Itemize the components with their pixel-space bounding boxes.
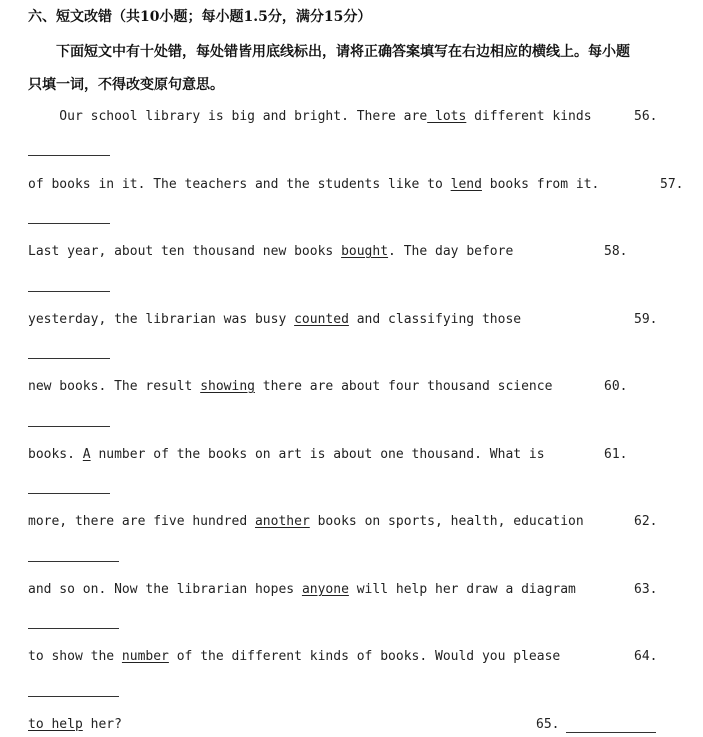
error-mark-58: bought <box>341 244 389 259</box>
error-mark-61: A <box>82 447 91 462</box>
answer-blank-64[interactable] <box>28 696 119 697</box>
passage-line-64: to show the number of the different kinds of books. Would you please <box>28 649 561 664</box>
question-number-56: 56. <box>634 109 658 124</box>
question-number-63: 63. <box>634 582 658 597</box>
answer-blank-59[interactable] <box>28 358 110 359</box>
error-mark-65: to help <box>28 717 83 732</box>
answer-blank-65[interactable] <box>566 732 656 733</box>
question-number-59: 59. <box>634 312 658 327</box>
question-number-60: 60. <box>604 379 628 394</box>
question-number-65: 65. <box>536 717 560 732</box>
question-number-57: 57. <box>660 177 684 192</box>
passage-line-63: and so on. Now the librarian hopes anyone will help her draw a diagram <box>28 582 576 597</box>
question-number-62: 62. <box>634 514 658 529</box>
section-heading: 六、短文改错（共10小题；每小题1.5分，满分15分） <box>28 9 372 25</box>
answer-blank-63[interactable] <box>28 628 119 629</box>
instructions-line-1: 下面短文中有十处错，每处错皆用底线标出，请将正确答案填写在右边相应的横线上。每小题 <box>56 44 630 60</box>
error-mark-63: anyone <box>301 582 349 597</box>
error-mark-62: another <box>254 514 310 529</box>
error-mark-59: counted <box>294 312 349 327</box>
error-mark-64: number <box>121 649 169 664</box>
answer-blank-61[interactable] <box>28 493 110 494</box>
question-number-64: 64. <box>634 649 658 664</box>
question-number-58: 58. <box>604 244 628 259</box>
passage-line-58: Last year, about ten thousand new books bought. The day before <box>28 244 514 259</box>
passage-line-61: books. A number of the books on art is about one thousand. What is <box>28 447 545 462</box>
answer-blank-57[interactable] <box>28 223 110 224</box>
passage-line-57: of books in it. The teachers and the students like to lend books from it. <box>28 177 600 192</box>
passage-line-60: new books. The result showing there are about four thousand science <box>28 379 553 394</box>
answer-blank-62[interactable] <box>28 561 119 562</box>
answer-blank-56[interactable] <box>28 155 110 156</box>
error-mark-56: lots <box>427 109 467 124</box>
error-mark-60: showing <box>200 379 255 394</box>
question-number-61: 61. <box>604 447 628 462</box>
passage-line-65: to help her? <box>28 717 122 732</box>
instructions-line-2: 只填一词，不得改变原句意思。 <box>28 77 224 93</box>
passage-line-56: Our school library is big and bright. There are lots different kinds <box>28 109 592 124</box>
passage-line-59: yesterday, the librarian was busy counted and classifying those <box>28 312 522 327</box>
answer-blank-58[interactable] <box>28 291 110 292</box>
answer-blank-60[interactable] <box>28 426 110 427</box>
passage-line-62: more, there are five hundred another books on sports, health, education <box>28 514 584 529</box>
error-mark-57: lend <box>450 177 482 192</box>
